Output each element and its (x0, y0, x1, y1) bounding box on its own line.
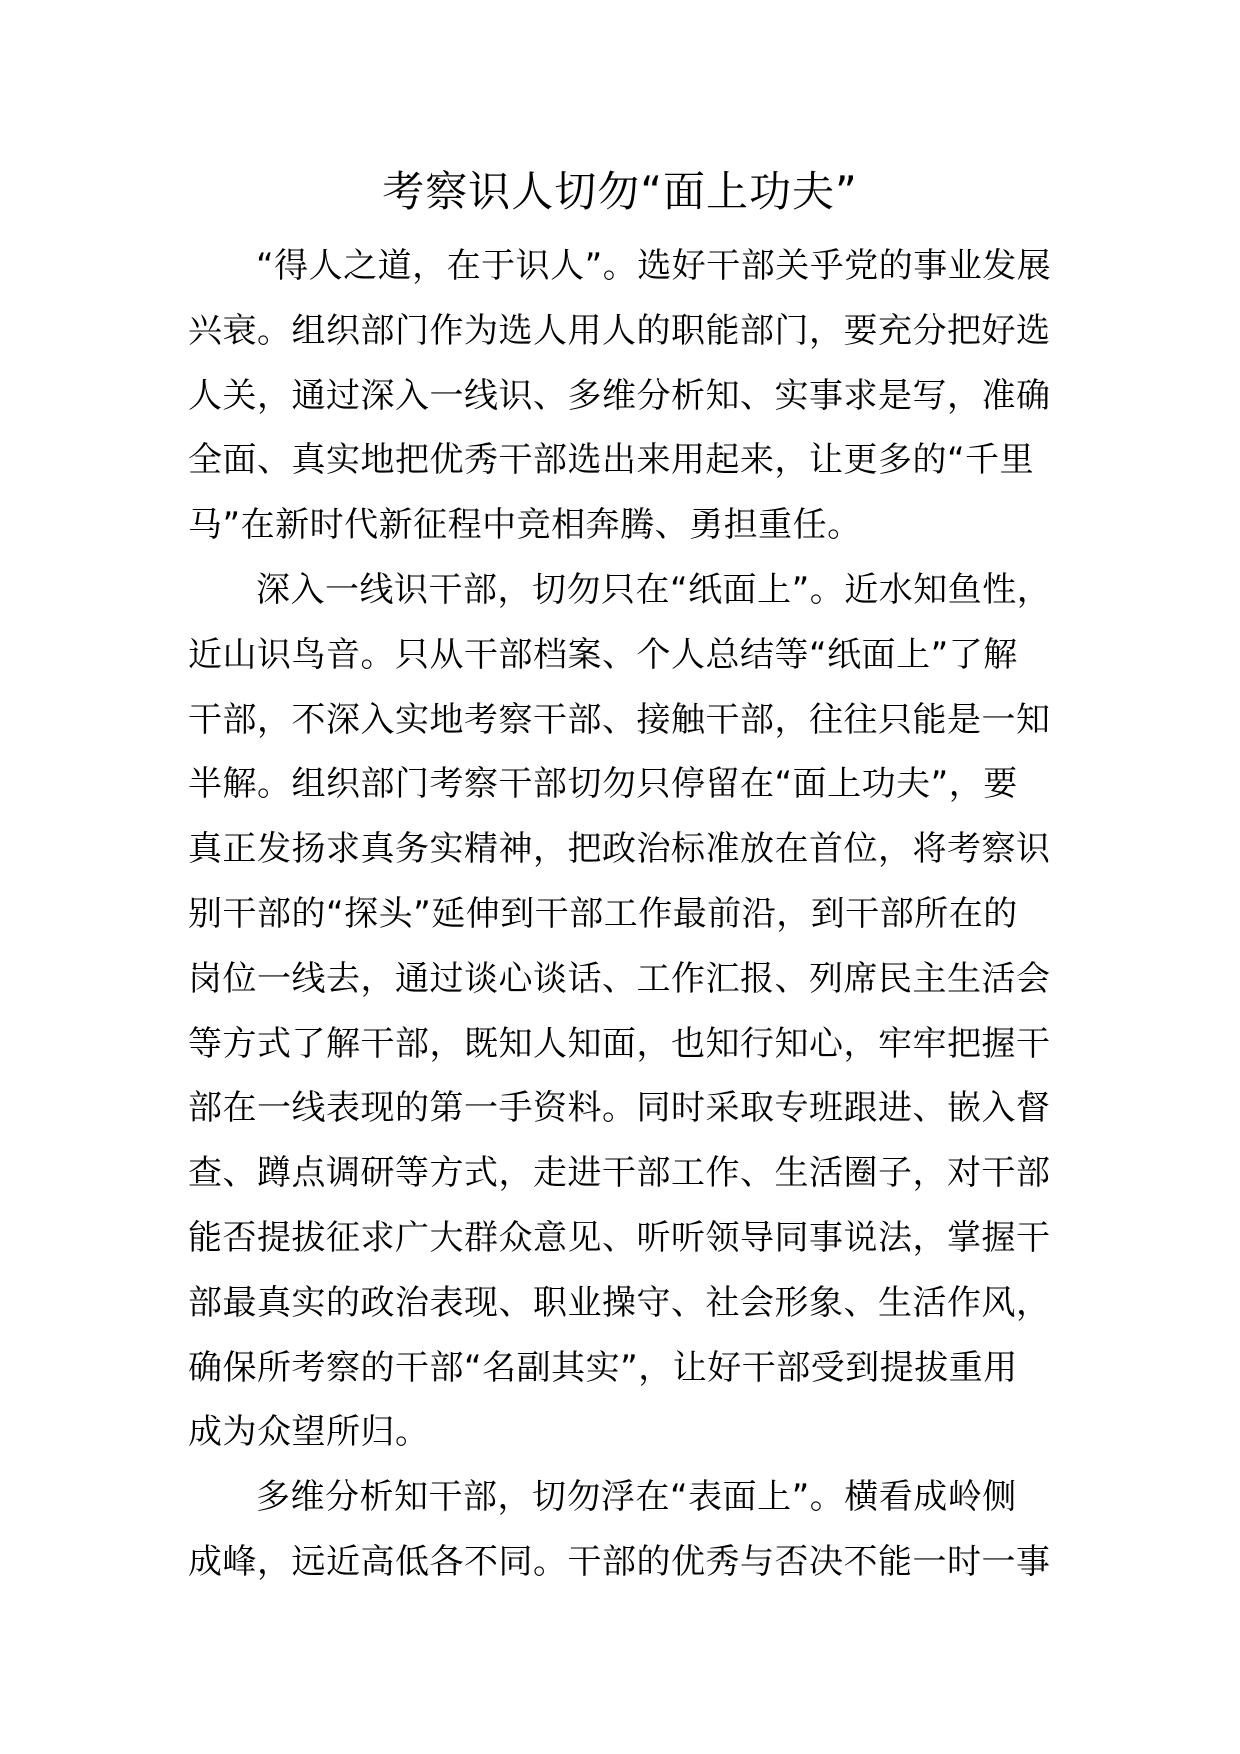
paragraph-2-line-13: 确保所考察的干部“名副其实”，让好干部受到提拔重用 (188, 1347, 1018, 1388)
paragraph-2-line-11: 能否提拔征求广大群众意见、听听领导同事说法，掌握干 (188, 1217, 1051, 1258)
paragraph-1-line-5: 马”在新时代新征程中竞相奔腾、勇担重任。 (188, 505, 862, 546)
paragraph-2-line-9: 部在一线表现的第一手资料。同时采取专班跟进、嵌入督 (188, 1088, 1051, 1129)
paragraph-2-line-10: 查、蹲点调研等方式，走进干部工作、生活圈子，对干部 (188, 1153, 1051, 1194)
paragraph-1-line-3: 人关，通过深入一线识、多维分析知、实事求是写，准确 (188, 375, 1051, 416)
paragraph-1-line-2: 兴衰。组织部门作为选人用人的职能部门，要充分把好选 (188, 310, 1051, 351)
paragraph-2-line-14: 成为众望所归。 (188, 1412, 430, 1453)
document-title: 考察识人切勿“面上功夫” (382, 167, 858, 216)
paragraph-2-line-3: 干部，不深入实地考察干部、接触干部，往往只能是一知 (188, 699, 1051, 740)
paragraph-3-line-1: 多维分析知干部，切勿浮在“表面上”。横看成岭侧 (256, 1477, 1017, 1518)
paragraph-2-line-8: 等方式了解干部，既知人知面，也知行知心，牢牢把握干 (188, 1023, 1051, 1064)
paragraph-3-line-2: 成峰，远近高低各不同。干部的优秀与否决不能一时一事 (188, 1541, 1051, 1582)
paragraph-1-line-1: “得人之道，在于识人”。选好干部关乎党的事业发展 (256, 246, 1052, 286)
paragraph-2-line-2: 近山识鸟音。只从干部档案、个人总结等“纸面上”了解 (188, 634, 1018, 675)
paragraph-2-line-7: 岗位一线去，通过谈心谈话、工作汇报、列席民主生活会 (188, 958, 1051, 999)
paragraph-2-line-1: 深入一线识干部，切勿只在“纸面上”。近水知鱼性， (256, 569, 1052, 610)
paragraph-1-line-4: 全面、真实地把优秀干部选出来用起来，让更多的“千里 (188, 440, 1035, 481)
paragraph-2-line-6: 别干部的“探头”延伸到干部工作最前沿，到干部所在的 (188, 893, 1018, 934)
paragraph-2-line-5: 真正发扬求真务实精神，把政治标准放在首位，将考察识 (188, 829, 1051, 870)
document-body (188, 234, 1058, 1595)
paragraph-2-line-12: 部最真实的政治表现、职业操守、社会形象、生活作风， (188, 1282, 1051, 1323)
paragraph-2-line-4: 半解。组织部门考察干部切勿只停留在“面上功夫”，要 (188, 764, 1018, 805)
